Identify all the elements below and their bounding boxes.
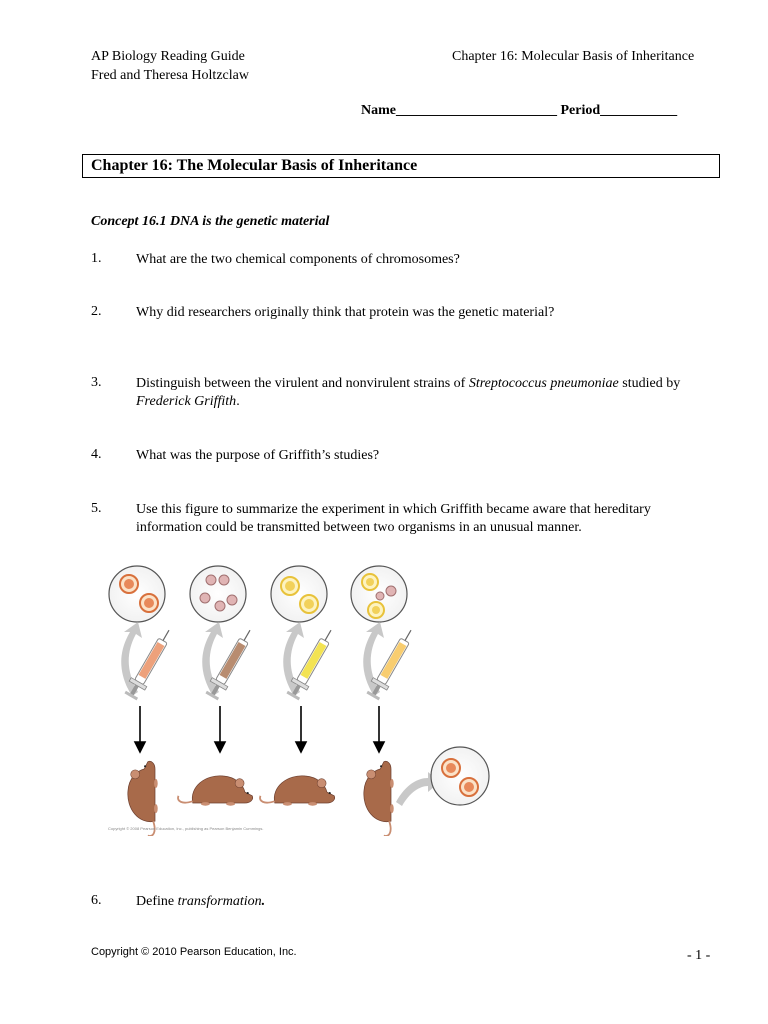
footer-copyright: Copyright © 2010 Pearson Education, Inc. bbox=[91, 946, 297, 958]
guide-title: AP Biology Reading Guide bbox=[91, 49, 245, 64]
question-number: 1. bbox=[91, 251, 102, 266]
syringe-column-3 bbox=[283, 622, 339, 701]
question-text: Why did researchers originally think that protein was the genetic material? bbox=[136, 305, 555, 320]
question-number: 2. bbox=[91, 304, 102, 319]
authors: Fred and Theresa Holtzclaw bbox=[91, 68, 249, 83]
mouse-dead-1 bbox=[128, 761, 158, 836]
plate-heat-killed-s-cells bbox=[271, 566, 327, 622]
plate-living-s-cells bbox=[109, 566, 165, 622]
syringe-column-2 bbox=[202, 622, 258, 701]
plate-result-living-s-cells bbox=[431, 747, 489, 805]
question-text: What are the two chemical components of chromosomes? bbox=[136, 252, 460, 267]
chapter-title: Chapter 16: The Molecular Basis of Inheritance bbox=[91, 157, 418, 174]
question-number: 5. bbox=[91, 501, 102, 516]
question-number: 6. bbox=[91, 893, 102, 908]
name-period-line bbox=[361, 101, 677, 120]
syringe-column-1 bbox=[121, 622, 177, 701]
period-blank[interactable]: ___________ bbox=[600, 103, 678, 118]
mouse-healthy-2 bbox=[178, 776, 253, 806]
mouse-dead-4 bbox=[364, 761, 394, 836]
syringe-column-4 bbox=[363, 622, 419, 701]
question-text: Define transformation. bbox=[136, 894, 266, 909]
species-name: Streptococcus pneumoniae bbox=[468, 376, 619, 391]
question-text: Use this figure to summarize the experiment in which Griffith became aware that hereditary information could be transmitted between two organisms in an unusual manner. bbox=[136, 502, 651, 535]
question-text: What was the purpose of Griffith’s studies? bbox=[136, 448, 380, 463]
chapter-title-box bbox=[82, 154, 720, 178]
mouse-healthy-3 bbox=[260, 776, 335, 806]
name-blank[interactable]: _______________________ bbox=[396, 103, 557, 118]
page-number: - 1 - bbox=[687, 948, 711, 963]
scientist-name: Frederick Griffith bbox=[136, 394, 237, 409]
griffith-experiment-figure bbox=[100, 556, 500, 836]
question-text: Distinguish between the virulent and nonvirulent strains of Streptococcus pneumoniae studied by Frederick Griffith. bbox=[136, 376, 681, 409]
name-label: Name bbox=[361, 103, 396, 118]
plate-mixture-cells bbox=[351, 566, 407, 622]
plate-living-r-cells bbox=[190, 566, 246, 622]
concept-heading: Concept 16.1 DNA is the genetic material bbox=[91, 214, 330, 229]
chapter-running-head: Chapter 16: Molecular Basis of Inheritance bbox=[452, 49, 695, 64]
period-label: Period bbox=[560, 103, 601, 118]
term: transformation bbox=[177, 894, 262, 909]
down-arrow-icon bbox=[135, 706, 384, 752]
figure-credit: Copyright © 2008 Pearson Education, Inc., publishing as Pearson Benjamin Cummings. bbox=[108, 826, 264, 831]
question-number: 4. bbox=[91, 447, 102, 462]
question-number: 3. bbox=[91, 375, 102, 390]
